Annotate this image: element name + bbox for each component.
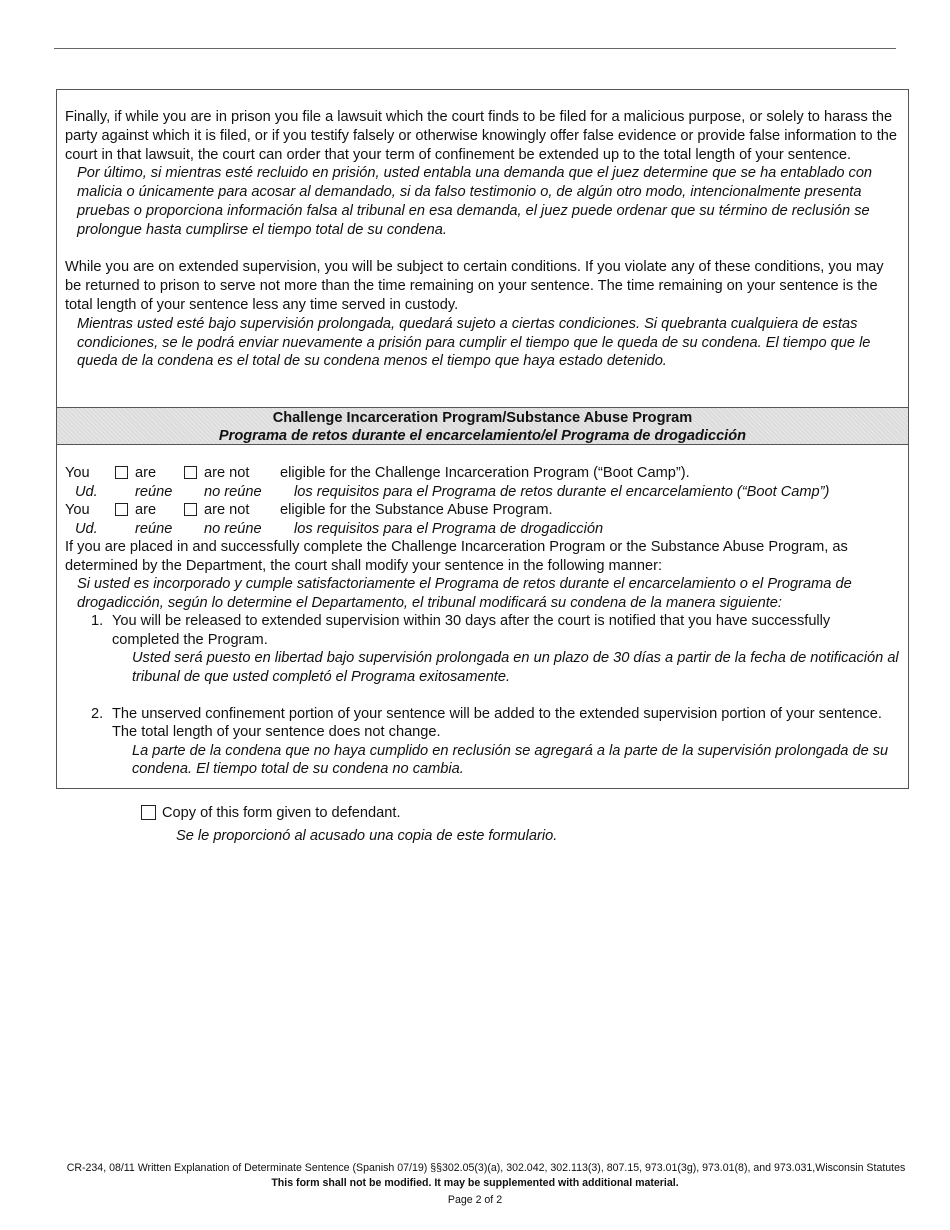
banner-title-es: Programa de retos durante el encarcelamiento/el Programa de drogadicción (218, 428, 747, 444)
substance-row (65, 501, 901, 520)
substance-row-es (65, 520, 901, 539)
substance-are-not-checkbox[interactable] (184, 503, 197, 516)
are-not-label: are not (204, 465, 250, 481)
item-text-en: The unserved confinement portion of your sentence will be added to the extended supervision portion of your sentence. The total length of your sentence does not change. (112, 705, 882, 740)
are-label: are (135, 465, 157, 481)
item-number: 2. (91, 705, 104, 722)
substance-text-en: eligible for the Substance Abuse Program. (280, 502, 553, 518)
malicious-lawsuit-es: Por último, si mientras esté recluido en prisión, usted entabla una demanda que el juez determine que se ha entablado con malicia o únicamente para acosar al demandado, si da falso testimonio o, de algún otro modo, intencionalmente presenta pruebas o proporciona información falsa al tribunal en esa demanda, el juez puede ordenar que su término de reclusión se prolongue hasta cumplirse el tiempo total de su condena. (77, 165, 873, 238)
are-label-es: reúne (135, 483, 173, 500)
you-label: You (65, 465, 90, 481)
banner-title-en: Challenge Incarceration Program/Substance Abuse Program (272, 410, 693, 426)
copy-given-label-es: Se le proporcionó al acusado una copia de este formulario. (176, 828, 558, 844)
copy-given-checkbox[interactable] (141, 805, 156, 820)
substance-are-checkbox[interactable] (115, 503, 128, 516)
boot-camp-text-es: los requisitos para el Programa de retos durante el encarcelamiento (“Boot Camp”) (294, 483, 830, 500)
copy-given-label: Copy of this form given to defendant. (162, 805, 401, 821)
top-rule (54, 48, 896, 49)
are-label: are (135, 502, 157, 518)
you-label-es: Ud. (75, 483, 98, 500)
boot-camp-are-checkbox[interactable] (115, 466, 128, 479)
you-label: You (65, 502, 90, 518)
extended-supervision-es: Mientras usted esté bajo supervisión prolongada, quedará sujeto a ciertas condiciones. Si quebranta cualquiera de estas condiciones, se le podrá enviar nuevamente a prisión para cumplir el tiempo que le queda de su condena. El tiempo que le queda de la condena es el total de su condena menos el tiempo que haya estado detenido. (77, 315, 871, 370)
you-label-es: Ud. (75, 520, 98, 537)
consequences-section (65, 108, 897, 371)
item-text-es: La parte de la condena que no haya cumplido en reclusión se agregará a la parte de la supervisión prolongada de su condena. El tiempo total de su condena no cambia. (132, 742, 889, 777)
eligibility-section (65, 464, 901, 779)
boot-camp-row (65, 464, 901, 483)
item-number: 1. (91, 613, 104, 629)
are-not-label-es: no reúne (204, 483, 262, 500)
form-box (56, 89, 909, 789)
are-not-label-es: no reúne (204, 520, 262, 537)
page-number: Page 2 of 2 (447, 1194, 503, 1206)
list-item (91, 705, 901, 779)
item-text-en: You will be released to extended supervision within 30 days after the court is notified that you have successfully completed the Program. (112, 613, 831, 648)
extended-supervision-en: While you are on extended supervision, you will be subject to certain conditions. If you violate any of these conditions, you may be returned to prison to serve not more than the time remaining on your sentence. The time remaining on your sentence is the total length of your sentence less any time served in custody. (65, 259, 884, 313)
are-not-label: are not (204, 502, 250, 518)
boot-camp-row-es (65, 483, 901, 502)
list-item (91, 612, 901, 686)
are-label-es: reúne (135, 520, 173, 537)
boot-camp-are-not-checkbox[interactable] (184, 466, 197, 479)
completion-intro-en: If you are placed in and successfully complete the Challenge Incarceration Program or the Substance Abuse Program, as determined by the Department, the court shall modify your sentence in the following manner: (65, 539, 848, 574)
substance-text-es: los requisitos para el Programa de drogadicción (294, 520, 604, 537)
completion-intro-es: Si usted es incorporado y cumple satisfactoriamente el Programa de retos durante el encarcelamiento o el Programa de drogadicción, según lo determine el Departamento, el tribunal modificará su condena de la manera siguiente: (77, 576, 852, 611)
malicious-lawsuit-en: Finally, if while you are in prison you file a lawsuit which the court finds to be filed for a malicious purpose, or solely to harass the party against which it is filed, or if you testify falsely or otherwise knowingly offer false evidence or provide false information to the court in that lawsuit, the court can order that your term of confinement be extended up to the total length of your sentence. (65, 109, 897, 163)
program-banner (57, 407, 908, 445)
footer-notice: This form shall not be modified. It may be supplemented with additional material. (271, 1177, 679, 1189)
item-text-es: Usted será puesto en libertad bajo supervisión prolongada en un plazo de 30 días a partir de la fecha de notificación al tribunal de que usted completó el Programa exitosamente. (132, 650, 899, 685)
footer-form-id: CR-234, 08/11 Written Explanation of Determinate Sentence (Spanish 07/19) §§302.05(3)(a), 302.042, 302.113(3), 807.15, 973.01(3g), 973.01(8), and 973.031,Wisconsin Statutes (66, 1162, 906, 1174)
boot-camp-text-en: eligible for the Challenge Incarceration Program (“Boot Camp”). (280, 465, 690, 481)
